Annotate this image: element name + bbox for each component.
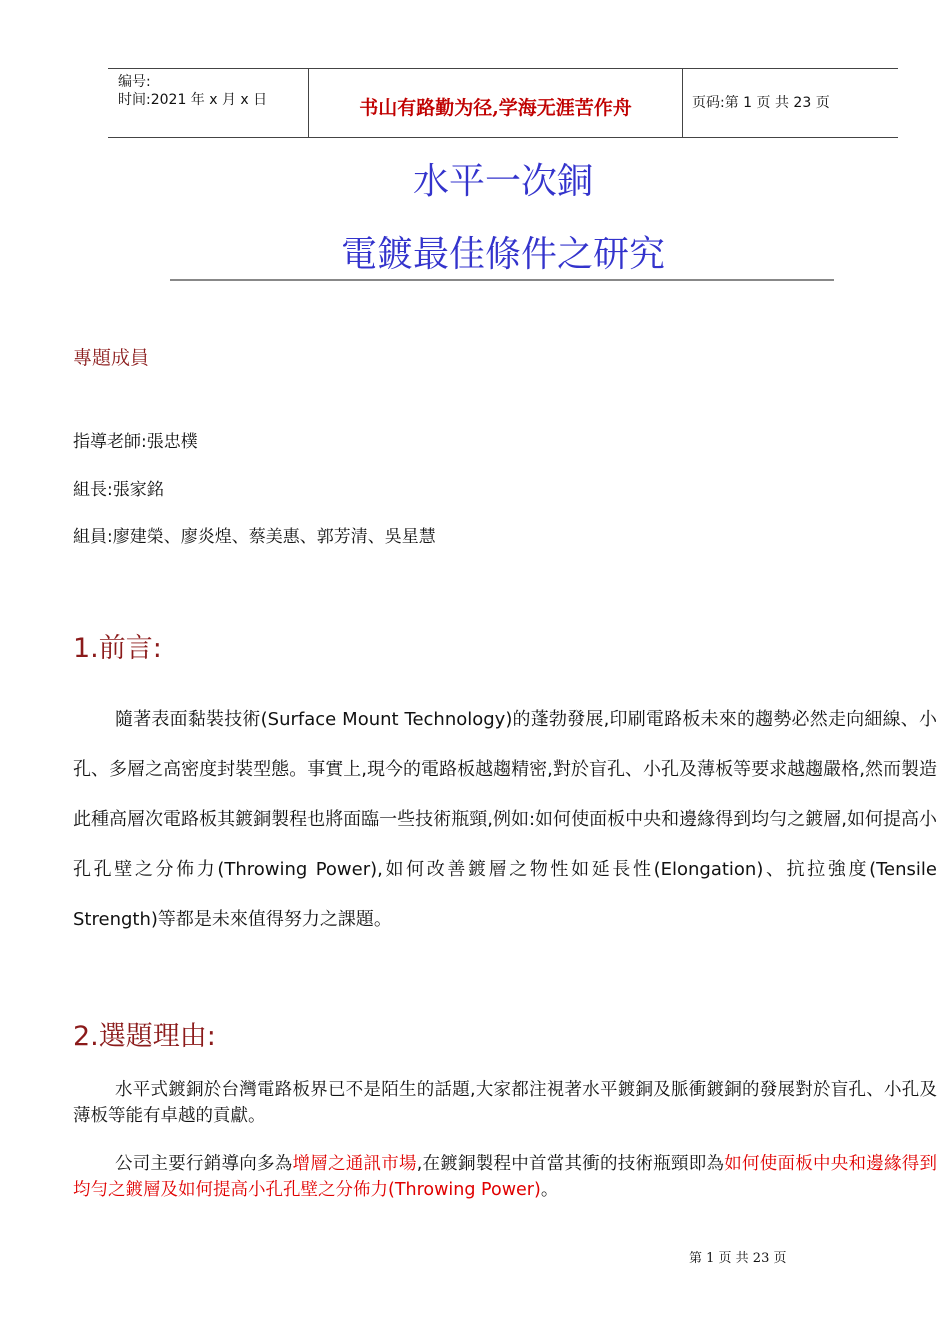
highlight-market: 增層之通訊市場 [292,1154,417,1174]
highlight-bottleneck: 如何使面板中央和邊緣得到均勻之鍍層及如何提高小孔孔壁之分佈力(Throwing Power) [73,1154,938,1200]
header-page-info: 页码:第 1 页 共 23 页 [692,95,830,111]
header-date-label: 时间:2021 年 x 月 x 日 [118,92,268,108]
page-header [108,68,898,138]
company-text-a: 公司主要行銷導向多為 [115,1154,293,1174]
team-line: 組員:廖建榮、廖炎煌、蔡美惠、郭芳清、吳星慧 [73,527,436,547]
leader-line: 組長:張家銘 [73,480,164,500]
topic-reason-paragraph: 水平式鍍銅於台灣電路板界已不是陌生的話題,大家都注視著水平鍍銅及脈衝鍍銅的發展對於盲孔、小孔及薄板等能有卓越的貢獻。 [73,1080,937,1126]
section-heading-topic-reason: 2.選題理由: [73,1021,216,1052]
document-title-line2: 電鍍最佳條件之研究 [340,234,665,275]
company-text-c: 。 [540,1180,559,1200]
members-heading: 專題成員 [73,347,150,369]
company-text-b: ,在鍍銅製程中首當其衝的技術瓶頸即為 [416,1154,725,1174]
header-code-label: 编号: [118,74,151,90]
document-title-line1: 水平一次銅 [412,161,593,202]
header-cell-page [682,69,898,137]
page-footer: 第 1 页 共 23 页 [689,1251,787,1266]
title-divider [170,279,834,281]
section-heading-introduction: 1.前言: [73,633,162,664]
header-motto: 书山有路勤为径,学海无涯苦作舟 [359,97,632,119]
introduction-paragraph: 隨著表面黏裝技術(Surface Mount Technology)的蓬勃發展,印刷電路板未來的趨勢必然走向細線、小孔、多層之高密度封裝型態。事實上,現今的電路板越趨精密,對於盲孔、小孔及薄板等要求越趨嚴格,然而製造此種高層次電路板其鍍銅製程也將面臨一些技術瓶頸,例如:如何使面板中央和邊緣得到均勻之鍍層,如何提高小孔孔壁之分佈力(Throwing Power),如何改善鍍層之物性如延長性(Elongation)、抗拉強度(Tensile Strength)等都是未來值得努力之課題。 [73,709,937,930]
header-cell-meta [108,69,308,137]
header-cell-motto [308,69,683,137]
company-paragraph [73,1151,937,1203]
advisor-line: 指導老師:張忠樸 [73,432,198,452]
